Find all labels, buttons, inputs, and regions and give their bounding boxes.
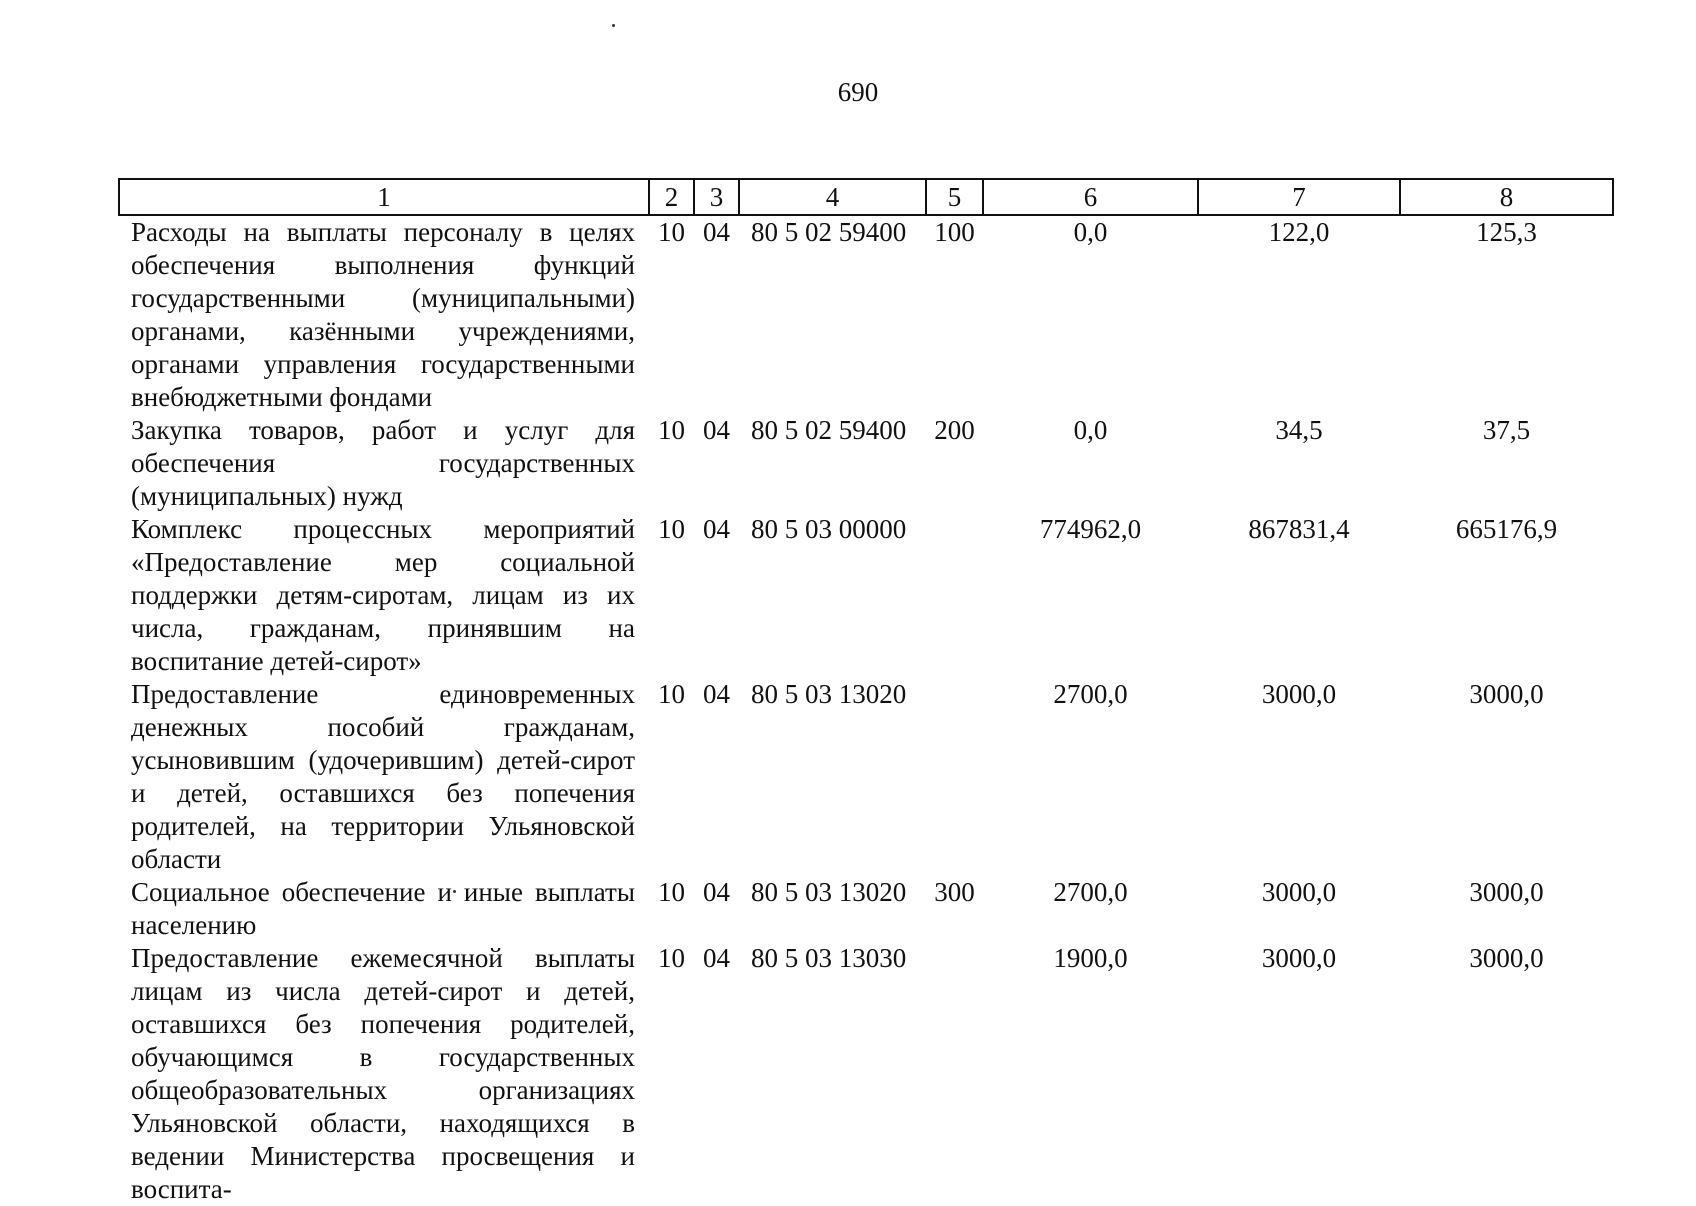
row-value-7: 34,5 bbox=[1275, 415, 1323, 445]
row-section: 10 bbox=[658, 943, 685, 973]
row-expense-type: 100 bbox=[934, 217, 975, 247]
page-number: 690 bbox=[837, 77, 879, 107]
row-expense-type bbox=[926, 942, 983, 1206]
row-expense-type bbox=[926, 678, 983, 876]
row-value-6: 2700,0 bbox=[1053, 679, 1128, 709]
row-value-6: 2700,0 bbox=[1053, 877, 1128, 907]
row-expense-type: 300 bbox=[934, 877, 975, 907]
row-value-7: 3000,0 bbox=[1261, 943, 1337, 973]
row-target-code: 80 5 02 59400 bbox=[751, 217, 907, 247]
row-description: Предоставление ежемесячной выплаты лицам из числа детей-сирот и детей, оставшихся без попечения родителей, обучающимся в государственных общеобразовательных организациях Ульяновской области, находящихся в ведении Министерства просвещения и воспита- bbox=[131, 943, 635, 1204]
row-description: Закупка товаров, работ и услуг для обеспечения государственных (муниципальных) нужд bbox=[131, 415, 635, 511]
row-value-6: 1900,0 bbox=[1053, 943, 1128, 973]
table-body bbox=[119, 215, 1613, 1206]
column-header-1: 1 bbox=[119, 179, 649, 215]
row-section: 10 bbox=[658, 514, 685, 544]
row-subsection: 04 bbox=[703, 943, 730, 973]
row-description: Расходы на выплаты персоналу в целях обеспечения выполнения функций государственными (муниципальными) органами, казёнными учреждениями, органами управления государственными внебюджетными фондами bbox=[131, 217, 635, 412]
table-header bbox=[119, 179, 1613, 215]
row-subsection: 04 bbox=[703, 415, 730, 445]
row-value-8: 37,5 bbox=[1482, 415, 1531, 445]
row-expense-type: 200 bbox=[934, 415, 975, 445]
header-row bbox=[119, 179, 1613, 215]
row-value-7: 867831,4 bbox=[1248, 514, 1350, 544]
row-value-7: 3000,0 bbox=[1261, 877, 1337, 907]
table-row bbox=[119, 942, 1613, 1206]
table-row bbox=[119, 876, 1613, 942]
table-row bbox=[119, 678, 1613, 876]
column-header-5: 5 bbox=[926, 179, 983, 215]
table-row bbox=[119, 414, 1613, 513]
row-value-6: 0,0 bbox=[1073, 415, 1108, 445]
row-value-8: 3000,0 bbox=[1469, 877, 1544, 907]
scan-speck bbox=[612, 24, 615, 27]
table-row bbox=[119, 513, 1613, 678]
row-subsection: 04 bbox=[703, 217, 730, 247]
column-header-3: 3 bbox=[694, 179, 739, 215]
column-header-6: 6 bbox=[983, 179, 1198, 215]
row-target-code: 80 5 03 00000 bbox=[751, 514, 907, 544]
row-value-8: 665176,9 bbox=[1455, 514, 1558, 544]
column-header-7: 7 bbox=[1198, 179, 1400, 215]
row-value-6: 774962,0 bbox=[1039, 514, 1142, 544]
row-value-7: 3000,0 bbox=[1261, 679, 1337, 709]
column-header-2: 2 bbox=[649, 179, 694, 215]
row-description: Социальное обеспечение и иные выплаты населению bbox=[131, 877, 635, 940]
row-value-8: 3000,0 bbox=[1469, 679, 1544, 709]
row-target-code: 80 5 03 13030 bbox=[751, 943, 907, 973]
row-value-7: 122,0 bbox=[1268, 217, 1330, 247]
row-subsection: 04 bbox=[703, 514, 730, 544]
row-value-6: 0,0 bbox=[1073, 217, 1108, 247]
row-description: Предоставление единовременных денежных пособий гражданам, усыновившим (удочерившим) детей-сирот и детей, оставшихся без попечения родителей, на территории Ульяновской области bbox=[131, 679, 635, 874]
row-section: 10 bbox=[658, 217, 685, 247]
row-section: 10 bbox=[658, 679, 685, 709]
row-section: 10 bbox=[658, 415, 685, 445]
row-target-code: 80 5 03 13020 bbox=[751, 679, 907, 709]
row-subsection: 04 bbox=[703, 679, 730, 709]
row-target-code: 80 5 03 13020 bbox=[751, 877, 907, 907]
budget-table bbox=[118, 178, 1614, 1206]
row-expense-type bbox=[926, 513, 983, 678]
row-description: Комплекс процессных мероприятий «Предоставление мер социальной поддержки детям-сиротам, лицам из их числа, гражданам, принявшим на воспитание детей-сирот» bbox=[131, 514, 635, 676]
table-row bbox=[119, 215, 1613, 414]
column-header-4: 4 bbox=[739, 179, 926, 215]
row-value-8: 125,3 bbox=[1476, 217, 1537, 247]
row-value-8: 3000,0 bbox=[1469, 943, 1544, 973]
row-section: 10 bbox=[658, 877, 685, 907]
column-header-8: 8 bbox=[1400, 179, 1613, 215]
row-subsection: 04 bbox=[703, 877, 730, 907]
row-target-code: 80 5 02 59400 bbox=[751, 415, 907, 445]
